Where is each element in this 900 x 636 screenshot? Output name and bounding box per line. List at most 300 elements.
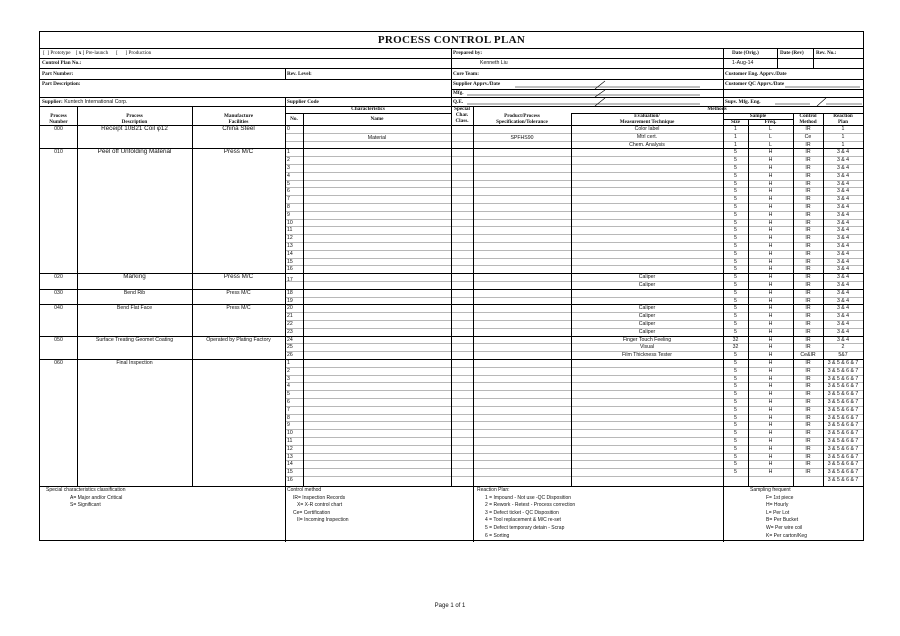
cell-method: IR xyxy=(805,336,811,343)
cell-eval: Chem. Analysis xyxy=(629,141,665,148)
cell-react: 3 & 4 xyxy=(836,188,850,195)
cell-method: IR xyxy=(805,266,811,273)
cell-size: 5 xyxy=(734,219,737,226)
cell-eval: Caliper xyxy=(638,321,656,327)
cell-freq: H xyxy=(768,375,773,382)
cell-react: 3 & 4 xyxy=(836,204,850,210)
cell-size: 5 xyxy=(734,274,737,281)
prepared-by-label: Prepared by: xyxy=(453,50,483,56)
cell-freq: H xyxy=(768,266,773,273)
cell-size: 5 xyxy=(734,430,737,437)
cell-freq: H xyxy=(768,204,773,210)
cell-react: 3 & 5 & 6 & 7 xyxy=(827,367,859,374)
cell-fac: China Steel xyxy=(222,125,255,132)
cell-no: 8 xyxy=(287,204,290,210)
cell-freq: H xyxy=(768,172,773,179)
cell-desc: Receipt 10B21 Coil φ12 xyxy=(101,125,168,132)
cell-freq: H xyxy=(768,406,773,413)
customer-qc-label: Customer QC Apprv./Date xyxy=(725,81,785,87)
cell-size: 5 xyxy=(734,258,737,265)
cell-size: 5 xyxy=(734,422,737,429)
cell-size: 5 xyxy=(734,360,737,366)
cell-no: 2 xyxy=(287,367,290,374)
cell-size: 5 xyxy=(734,445,737,452)
cell-freq: H xyxy=(768,235,773,242)
cell-method: IR xyxy=(805,453,811,460)
cell-size: 5 xyxy=(734,297,737,304)
supv-label: Supv. Mfg. Eng. xyxy=(725,99,761,105)
cell-no: 19 xyxy=(287,297,293,304)
cell-method: IR xyxy=(805,180,811,187)
cell-react: 3 & 5 & 6 & 7 xyxy=(827,383,859,390)
cell-react: 3 & 4 xyxy=(836,336,850,343)
page-title: PROCESS CONTROL PLAN xyxy=(40,32,863,49)
date-orig-label: Date (Orig.) xyxy=(732,50,759,56)
cell-freq: H xyxy=(768,391,773,398)
col-characteristics: Characteristics xyxy=(351,106,385,112)
cell-method: IR xyxy=(805,235,811,242)
cell-size: 5 xyxy=(734,367,737,374)
cell-freq: H xyxy=(768,258,773,265)
cell-freq: H xyxy=(768,445,773,452)
cell-method: IR xyxy=(805,430,811,437)
cell-eval: Finger Touch Feeling xyxy=(622,336,672,343)
cell-method: IR xyxy=(805,204,811,210)
cell-freq: H xyxy=(768,297,773,304)
cell-freq: H xyxy=(768,157,773,164)
page-footer: Page 1 of 1 xyxy=(434,603,466,609)
cell-no: 14 xyxy=(287,461,293,468)
cell-size: 5 xyxy=(734,266,737,273)
col-no: No. xyxy=(290,116,298,122)
cell-react: 3 & 5 & 6 & 7 xyxy=(827,461,859,468)
cell-no: 9 xyxy=(287,211,290,218)
cell-freq: H xyxy=(768,328,773,335)
special-legend: Special characteristics classification A= Major and/or Critical S= Significant xyxy=(46,487,126,509)
cell-method: IR xyxy=(805,391,811,398)
cell-size: 5 xyxy=(734,165,737,171)
col-manufacture-facilities: Manufacture Facilities xyxy=(223,113,253,125)
cell-react: 3 & 4 xyxy=(836,196,850,203)
cell-size: 5 xyxy=(734,383,737,390)
cell-size: 5 xyxy=(734,305,737,312)
cell-freq: H xyxy=(768,383,773,390)
col-freq: Freq. xyxy=(764,119,777,125)
cell-method: IR xyxy=(805,438,811,444)
cell-no: 3 xyxy=(287,375,290,382)
cell-freq: H xyxy=(768,243,773,249)
cell-freq: H xyxy=(768,344,773,351)
cell-desc: Bend Flat Face xyxy=(116,305,153,312)
cell-size: 5 xyxy=(734,461,737,468)
cell-react: 3 & 4 xyxy=(836,157,850,164)
cell-freq: H xyxy=(768,469,773,476)
col-reaction-plan: Reaction Plan xyxy=(833,113,853,125)
col-special-char: Special Char. Class. xyxy=(454,106,470,124)
cell-size: 5 xyxy=(734,188,737,195)
control-method-legend: Control method IR= Inspection Records X= X-R control chart Ce= Certification II= Incoming Inspection xyxy=(287,487,349,524)
cell-no: 16 xyxy=(287,477,293,483)
cell-spec: SPFHS90 xyxy=(510,134,534,141)
cell-fac: Press M/C xyxy=(223,148,254,156)
cell-eval: Caliper xyxy=(638,328,656,335)
cell-no: 3 xyxy=(287,165,290,171)
cell-no: 2 xyxy=(287,157,290,164)
cell-method: IR xyxy=(805,297,811,304)
cell-no: 10 xyxy=(287,430,293,437)
cell-freq: H xyxy=(768,165,773,171)
cell-freq: H xyxy=(768,453,773,460)
col-control-method: Control Method xyxy=(799,113,817,125)
cell-react: 3 & 4 xyxy=(836,172,850,179)
cell-react: 3 & 4 xyxy=(836,180,850,187)
cell-size: 5 xyxy=(734,289,737,296)
cell-no: 15 xyxy=(287,469,293,476)
cell-size: 5 xyxy=(734,250,737,257)
cell-eval: Caliper xyxy=(638,274,656,281)
cell-method: IR xyxy=(805,445,811,452)
col-spec-tolerance: Product/Process Specification/Tolerance xyxy=(496,113,548,125)
cell-react: 3 & 4 xyxy=(836,250,850,257)
cell-method: IR xyxy=(805,227,811,234)
cell-size: 5 xyxy=(734,149,737,156)
cell-size: 5 xyxy=(734,321,737,327)
cell-size: 1 xyxy=(734,141,737,148)
cell-no: 17 xyxy=(287,277,293,284)
cell-size: 32 xyxy=(732,344,739,351)
supplier-apprv-label: Supplier Apprv./Date xyxy=(453,81,501,87)
col-name: Name xyxy=(370,116,384,122)
cell-eval: Visual xyxy=(639,344,655,351)
cell-size: 5 xyxy=(734,313,737,320)
cell-fac: Press M/C xyxy=(226,289,251,296)
cell-size: 5 xyxy=(734,399,737,405)
cell-desc: Surface Treating Geomet Coating xyxy=(95,336,174,343)
cell-no: 4 xyxy=(287,172,290,179)
part-description-label: Part Description: xyxy=(42,81,81,87)
cell-react: 3 & 5 & 6 & 7 xyxy=(827,360,859,366)
cell-freq: H xyxy=(768,399,773,405)
part-number-label: Part Number: xyxy=(42,71,74,77)
cell-freq: H xyxy=(768,211,773,218)
cell-freq: H xyxy=(768,227,773,234)
cell-size: 5 xyxy=(734,243,737,249)
cell-react: 3 & 4 xyxy=(836,235,850,242)
cell-freq: H xyxy=(768,289,773,296)
cell-eval: Film Thickness Tester xyxy=(622,352,672,359)
cell-size: 5 xyxy=(734,391,737,398)
cell-no: 10 xyxy=(287,219,293,226)
cell-size: 5 xyxy=(734,196,737,203)
cell-freq: H xyxy=(768,367,773,374)
cell-eval: Caliper xyxy=(638,313,656,320)
cell-method: IR xyxy=(805,274,811,281)
cell-method: IR xyxy=(805,360,811,366)
cell-freq: H xyxy=(768,321,773,327)
cell-react: 3 & 4 xyxy=(836,328,850,335)
cell-freq: H xyxy=(768,274,773,281)
cell-freq: H xyxy=(768,282,773,288)
cell-fac: Operated by Plating Factory xyxy=(206,336,271,343)
cell-method: IR xyxy=(805,258,811,265)
cell-method: IR xyxy=(805,126,811,132)
cell-method: IR xyxy=(805,243,811,249)
cell-freq: H xyxy=(768,188,773,195)
cell-no: 24 xyxy=(287,336,293,343)
cell-no: 13 xyxy=(287,453,293,460)
cell-no: 22 xyxy=(287,321,293,327)
cell-size: 1 xyxy=(734,126,737,132)
cell-eval: Color label xyxy=(634,126,660,132)
cell-method: IR xyxy=(805,399,811,405)
cell-react: 3 & 5 & 6 & 7 xyxy=(827,477,859,483)
cell-no: 0 xyxy=(287,126,290,132)
cell-method: IR xyxy=(805,289,811,296)
cell-no: 23 xyxy=(287,328,293,335)
cell-size: 5 xyxy=(734,204,737,210)
cell-freq: L xyxy=(769,133,772,140)
cell-no: 1 xyxy=(287,149,290,156)
cell-no: 15 xyxy=(287,258,293,265)
cell-desc: Final Inspection xyxy=(116,360,153,366)
cell-size: 5 xyxy=(734,235,737,242)
col-methods: Methods xyxy=(707,106,727,112)
cell-react: 1 xyxy=(841,126,845,132)
cell-react: 3 & 4 xyxy=(836,289,850,296)
cell-size: 5 xyxy=(734,282,737,288)
customer-eng-label: Customer Eng. Apprv./Date xyxy=(725,71,787,77)
cell-proc: 000 xyxy=(54,126,63,132)
cell-proc: 040 xyxy=(54,305,63,312)
control-plan-no-label: Control Plan No.: xyxy=(42,60,82,66)
cell-method: IR xyxy=(805,157,811,164)
cell-react: 3 & 4 xyxy=(836,219,850,226)
cell-no: 26 xyxy=(287,352,293,359)
cell-size: 5 xyxy=(734,172,737,179)
cell-no: 12 xyxy=(287,235,293,242)
cell-size: 5 xyxy=(734,375,737,382)
cell-method: IR xyxy=(805,196,811,203)
cell-fac: Press M/C xyxy=(226,305,251,312)
cell-fac: Press M/C xyxy=(223,273,254,281)
cell-freq: L xyxy=(769,141,772,148)
cell-size: 1 xyxy=(734,133,737,140)
cell-no: 12 xyxy=(287,445,293,452)
rev-no-label: Rev. No.: xyxy=(816,50,837,56)
cell-react: 3 & 5 & 6 & 7 xyxy=(827,399,859,405)
cell-no: 21 xyxy=(287,313,293,320)
col-sample: Sample xyxy=(749,113,767,119)
cell-method: IR xyxy=(805,321,811,327)
col-process-description: Process Description xyxy=(121,113,148,125)
cell-no: 13 xyxy=(287,243,293,249)
cell-method: IR xyxy=(805,188,811,195)
col-process-number: Process Number xyxy=(49,113,68,125)
supplier-row: Supplier: Kuntech International Corp. xyxy=(42,99,128,105)
prepared-by-value[interactable]: Kenneth Liu xyxy=(480,60,508,66)
col-size: Size xyxy=(731,119,740,125)
cell-react: 3 & 4 xyxy=(836,227,850,234)
cell-freq: H xyxy=(768,414,773,421)
cell-desc: Bend Rib xyxy=(123,289,146,296)
cell-method: IR xyxy=(805,219,811,226)
cell-react: 3 & 5 & 6 & 7 xyxy=(827,430,859,437)
cell-size: 5 xyxy=(734,469,737,476)
cell-size: 5 xyxy=(734,414,737,421)
cell-desc: Peel off Unfolding Material xyxy=(97,148,172,156)
core-team-label: Core Team: xyxy=(453,71,479,77)
cell-react: 3 & 4 xyxy=(836,165,850,171)
cell-size: 5 xyxy=(734,227,737,234)
cell-size: 5 xyxy=(734,352,737,359)
cell-freq: H xyxy=(768,352,773,359)
cell-method: IR xyxy=(805,422,811,429)
cell-no: 18 xyxy=(287,289,293,296)
cell-react: 3 & 5 & 6 & 7 xyxy=(827,453,859,460)
cell-react: 3 & 4 xyxy=(836,211,850,218)
cell-no: 1 xyxy=(287,360,290,366)
cell-size: 5 xyxy=(734,438,737,444)
cell-freq: H xyxy=(768,336,773,343)
cell-method: IR xyxy=(805,305,811,312)
plan-type-row[interactable]: [ ] Prototype [ x ] Pre-launch [ ] Production xyxy=(43,50,152,56)
cell-react: 3 & 4 xyxy=(836,282,850,288)
cell-react: 3 & 4 xyxy=(836,149,850,156)
reaction-plan-legend: Reaction Plan: 1 = Impound - Not use -QC Disposition 2 = Rework - Retest - Process correction 3 = Defect ticket - QC Disposition 4 = Tool replacement & M/C re-set 5 = Defect temporary detain - Scrap 6 = Sorting xyxy=(477,487,576,539)
col-evaluation: Evaluation/ Measurement Technique xyxy=(619,113,675,125)
cell-no: 25 xyxy=(287,344,293,351)
cell-method: IR xyxy=(805,149,811,156)
cell-react: 3 & 5 & 6 & 7 xyxy=(827,414,859,421)
cell-method: IR xyxy=(805,328,811,335)
cell-no: 14 xyxy=(287,250,293,257)
supplier-code-label: Supplier Code xyxy=(287,99,319,105)
cell-proc: 020 xyxy=(54,274,63,281)
cell-proc: 030 xyxy=(54,289,63,296)
cell-method: IR xyxy=(805,141,811,148)
cell-react: 3 & 5 & 6 & 7 xyxy=(827,422,859,429)
cell-react: 3 & 4 xyxy=(836,266,850,273)
cell-method: IR xyxy=(805,344,811,351)
cell-freq: H xyxy=(768,461,773,468)
cell-method: IR xyxy=(805,383,811,390)
rev-level-label: Rev. Level: xyxy=(287,71,312,77)
cell-react: 3 & 5 & 6 & 7 xyxy=(827,438,859,444)
cell-react: 3 & 4 xyxy=(836,313,850,320)
cell-react: 3 & 5 & 6 & 7 xyxy=(827,406,859,413)
cell-no: 5 xyxy=(287,180,290,187)
cell-no: 11 xyxy=(287,438,293,444)
cell-proc: 050 xyxy=(54,336,63,343)
cell-proc: 010 xyxy=(54,149,63,156)
cell-freq: H xyxy=(768,219,773,226)
cell-desc: Marking xyxy=(123,273,146,281)
cell-method: IR xyxy=(805,250,811,257)
cell-no: 20 xyxy=(287,305,293,312)
cell-eval: Caliper xyxy=(638,282,656,288)
cell-react: 3 & 4 xyxy=(836,305,850,312)
cell-no: 16 xyxy=(287,266,293,273)
cell-no: 8 xyxy=(287,414,290,421)
cell-method: IR xyxy=(805,461,811,468)
cell-method: IR xyxy=(805,172,811,179)
cell-eval: Mtrl cert. xyxy=(636,133,658,140)
cell-freq: H xyxy=(768,250,773,257)
date-rev-label: Date (Rev) xyxy=(780,50,804,56)
cell-size: 5 xyxy=(734,180,737,187)
cell-no: 11 xyxy=(287,227,293,234)
cell-react: 3 & 4 xyxy=(836,243,850,249)
cell-method: IR xyxy=(805,367,811,374)
cell-freq: H xyxy=(768,360,773,366)
cell-freq: H xyxy=(768,180,773,187)
cell-eval: Caliper xyxy=(638,305,656,312)
cell-method: IR xyxy=(805,165,811,171)
cell-no: 6 xyxy=(287,188,290,195)
cell-react: 3 & 5 & 6 & 7 xyxy=(827,445,859,452)
cell-freq: H xyxy=(768,305,773,312)
cell-no: 9 xyxy=(287,422,290,429)
cell-size: 5 xyxy=(734,328,737,335)
cell-method: IR xyxy=(805,414,811,421)
qe-label: Q.E. xyxy=(453,99,464,105)
cell-react: 1 xyxy=(841,133,845,140)
cell-react: 3 & 4 xyxy=(836,321,850,327)
cell-freq: H xyxy=(768,196,773,203)
cell-react: 2 xyxy=(841,344,845,351)
cell-freq: H xyxy=(768,313,773,320)
cell-size: 5 xyxy=(734,157,737,164)
control-plan-sheet xyxy=(39,31,864,541)
cell-method: Ce xyxy=(804,133,812,140)
cell-react: 3 & 4 xyxy=(836,258,850,265)
date-orig-value[interactable]: 1-Aug-14 xyxy=(732,60,754,66)
cell-freq: H xyxy=(768,149,773,156)
cell-no: 7 xyxy=(287,406,290,413)
cell-no: 5 xyxy=(287,391,290,398)
cell-react: 5&7 xyxy=(838,352,848,359)
cell-react: 3 & 4 xyxy=(836,274,850,281)
cell-size: 5 xyxy=(734,406,737,413)
mfg-label: Mfg. xyxy=(453,90,464,96)
cell-name: Material xyxy=(367,134,387,141)
cell-no: 7 xyxy=(287,196,290,203)
cell-method: Ce&IR xyxy=(800,352,816,359)
cell-react: 3 & 4 xyxy=(836,297,850,304)
cell-freq: H xyxy=(768,430,773,437)
cell-size: 32 xyxy=(732,336,739,343)
cell-react: 1 xyxy=(841,141,845,148)
cell-no: 6 xyxy=(287,399,290,405)
cell-freq: L xyxy=(769,126,772,132)
cell-freq: H xyxy=(768,438,773,444)
cell-freq: H xyxy=(768,422,773,429)
cell-method: IR xyxy=(805,375,811,382)
cell-size: 5 xyxy=(734,453,737,460)
cell-react: 3 & 5 & 6 & 7 xyxy=(827,375,859,382)
cell-method: IR xyxy=(805,211,811,218)
cell-method: IR xyxy=(805,282,811,288)
cell-method: IR xyxy=(805,469,811,476)
sampling-legend: Sampling frequent F= 1st piece H= Hourly L= Per Lot B= Per Bucket W= Per wire coil K= Per carton/Keg xyxy=(750,487,807,539)
cell-method: IR xyxy=(805,406,811,413)
cell-method: IR xyxy=(805,313,811,320)
cell-react: 3 & 5 & 6 & 7 xyxy=(827,391,859,398)
cell-proc: 060 xyxy=(54,360,63,366)
cell-no: 4 xyxy=(287,383,290,390)
cell-react: 3 & 5 & 6 & 7 xyxy=(827,469,859,476)
cell-size: 5 xyxy=(734,211,737,218)
